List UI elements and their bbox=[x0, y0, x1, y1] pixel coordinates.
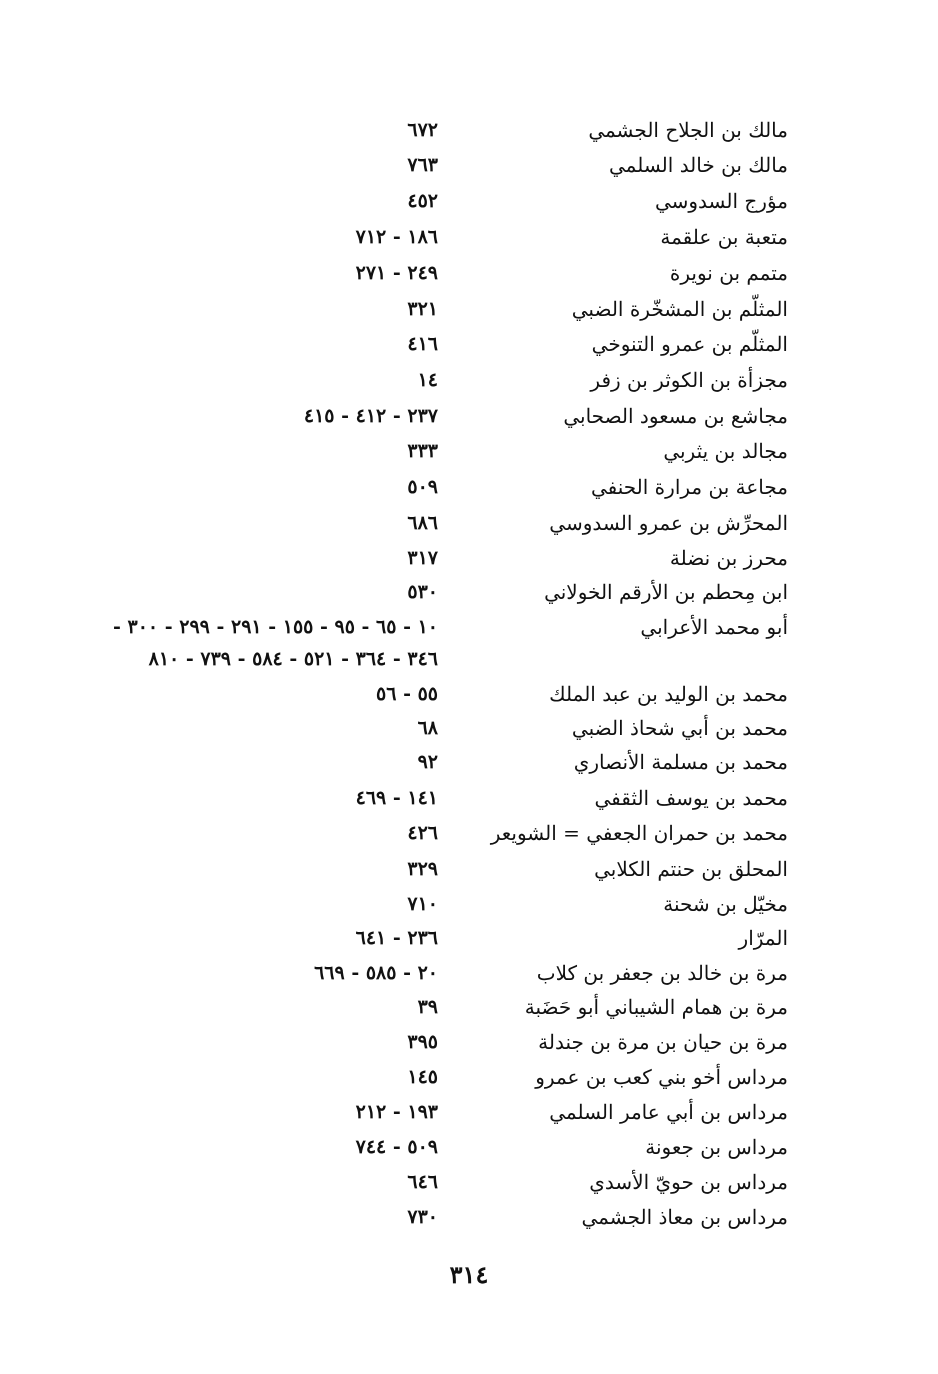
entry-name: مجالد بن يثربي bbox=[663, 439, 788, 463]
entry-pages: ٤٢٦ bbox=[407, 822, 438, 844]
index-entry bbox=[0, 256, 938, 290]
entry-name: مرة بن همام الشيباني أبو حَضَبة bbox=[524, 995, 788, 1019]
entry-name: مالك بن خالد السلمي bbox=[608, 153, 788, 177]
index-entry bbox=[0, 677, 938, 711]
entry-name: مؤرج السدوسي bbox=[654, 189, 788, 213]
entry-name: المحرِّش بن عمرو السدوسي bbox=[549, 511, 788, 535]
entry-name: مالك بن الجلاح الجشمي bbox=[588, 118, 788, 142]
entry-pages: ٧٦٣ bbox=[407, 154, 438, 176]
index-entry bbox=[0, 292, 938, 326]
entry-name: أبو محمد الأعرابي bbox=[640, 615, 788, 639]
index-entry bbox=[0, 711, 938, 745]
entry-name: محمد بن مسلمة الأنصاري bbox=[573, 750, 788, 774]
index-entry bbox=[0, 887, 938, 921]
entry-name: مجاشع بن مسعود الصحابي bbox=[563, 404, 788, 428]
entry-pages: ٢٤٩ - ٢٧١ bbox=[355, 262, 438, 284]
entry-name: مرة بن خالد بن جعفر بن كلاب bbox=[536, 961, 788, 985]
entry-pages: ٧١٠ bbox=[407, 893, 438, 915]
entry-name: المرّار bbox=[738, 926, 788, 950]
index-entry bbox=[0, 1165, 938, 1199]
index-entry bbox=[0, 642, 938, 676]
entry-name: ابن مِحطم بن الأرقم الخولاني bbox=[544, 580, 788, 604]
entry-name: محمد بن حمران الجعفي = الشويعر bbox=[490, 821, 788, 845]
index-entry bbox=[0, 781, 938, 815]
entry-name: متعبة بن علقمة bbox=[660, 225, 788, 249]
entry-pages: ٣٩ bbox=[417, 996, 438, 1018]
index-entry bbox=[0, 541, 938, 575]
index-entry bbox=[0, 113, 938, 147]
entry-name: محمد بن الوليد بن عبد الملك bbox=[549, 682, 788, 706]
entry-pages: ٤١٦ bbox=[407, 333, 438, 355]
entry-name: مرداس بن أبي عامر السلمي bbox=[549, 1100, 788, 1124]
entry-name: محرز بن نضلة bbox=[669, 546, 788, 570]
entry-pages: ١٨٦ - ٧١٢ bbox=[355, 226, 438, 248]
index-entry bbox=[0, 852, 938, 886]
entry-pages: ١٤ bbox=[417, 369, 438, 391]
entry-name: مرة بن حيان بن مرة بن جندلة bbox=[538, 1030, 788, 1054]
entry-name: متمم بن نويرة bbox=[669, 261, 788, 285]
index-entry bbox=[0, 220, 938, 254]
entry-name: مرداس بن حويّ الأسدي bbox=[589, 1170, 788, 1194]
entry-pages: ٦٧٢ bbox=[407, 119, 438, 141]
entry-pages: ٣٣٣ bbox=[407, 440, 438, 462]
index-entry bbox=[0, 363, 938, 397]
entry-pages: ٩٢ bbox=[417, 751, 438, 773]
entry-name: مجاعة بن مرارة الحنفي bbox=[590, 475, 788, 499]
entry-pages: ٣٩٥ bbox=[407, 1031, 438, 1053]
index-entry bbox=[0, 1060, 938, 1094]
index-entry bbox=[0, 990, 938, 1024]
index-entry bbox=[0, 1025, 938, 1059]
entry-pages: ٣١٧ bbox=[407, 547, 438, 569]
index-entry bbox=[0, 1095, 938, 1129]
entry-pages: ١٤١ - ٤٦٩ bbox=[355, 787, 438, 809]
entry-name: مرداس أخو بني كعب بن عمرو bbox=[535, 1065, 788, 1089]
entry-pages: ١٤٥ bbox=[407, 1066, 438, 1088]
index-entry bbox=[0, 506, 938, 540]
entry-pages: ٣٤٦ - ٣٦٤ - ٥٢١ - ٥٨٤ - ٧٣٩ - ٨١٠ bbox=[148, 648, 438, 670]
index-entry bbox=[0, 745, 938, 779]
entry-pages: ٥٥ - ٥٦ bbox=[376, 683, 438, 705]
entry-name: مرداس بن جعونة bbox=[645, 1135, 788, 1159]
entry-pages: ٢٣٦ - ٦٤١ bbox=[355, 927, 438, 949]
index-entry bbox=[0, 1130, 938, 1164]
page-number: ٣١٤ bbox=[449, 1260, 489, 1289]
entry-pages: ٢٠ - ٥٨٥ - ٦٦٩ bbox=[314, 962, 438, 984]
index-entry bbox=[0, 434, 938, 468]
index-entry bbox=[0, 1200, 938, 1234]
entry-pages: ٥٠٩ bbox=[407, 476, 438, 498]
entry-name: محمد بن أبي شحاذ الضبي bbox=[571, 716, 788, 740]
entry-pages: ٣٢٩ bbox=[407, 858, 438, 880]
entry-pages: ١٠ - ٦٥ - ٩٥ - ١٥٥ - ٢٩١ - ٢٩٩ - ٣٠٠ - bbox=[112, 616, 438, 638]
entry-pages: ٥٣٠ bbox=[407, 581, 438, 603]
entry-pages: ٦٨ bbox=[417, 717, 438, 739]
entry-pages: ٢٣٧ - ٤١٢ - ٤١٥ bbox=[303, 405, 438, 427]
entry-pages: ٣٢١ bbox=[407, 298, 438, 320]
entry-pages: ٦٤٦ bbox=[407, 1171, 438, 1193]
index-entry bbox=[0, 921, 938, 955]
entry-name: المثلّم بن المشخّرة الضبي bbox=[571, 297, 788, 321]
index-entry bbox=[0, 956, 938, 990]
index-entry bbox=[0, 610, 938, 644]
entry-name: مرداس بن معاذ الجشمي bbox=[581, 1205, 788, 1229]
index-entry bbox=[0, 148, 938, 182]
index-entry bbox=[0, 327, 938, 361]
entry-pages: ٧٣٠ bbox=[407, 1206, 438, 1228]
index-entry bbox=[0, 816, 938, 850]
entry-pages: ١٩٣ - ٢١٢ bbox=[355, 1101, 438, 1123]
entry-name: مجزأة بن الكوثر بن زفر bbox=[590, 368, 788, 392]
index-entry bbox=[0, 470, 938, 504]
entry-name: مخيّل بن شحنة bbox=[663, 892, 788, 916]
entry-name: المثلّم بن عمرو التنوخي bbox=[591, 332, 788, 356]
index-entry bbox=[0, 575, 938, 609]
entry-pages: ٦٨٦ bbox=[407, 512, 438, 534]
entry-pages: ٤٥٢ bbox=[407, 190, 438, 212]
entry-name: محمد بن يوسف الثقفي bbox=[594, 786, 788, 810]
entry-pages: ٥٠٩ - ٧٤٤ bbox=[355, 1136, 438, 1158]
index-entry bbox=[0, 399, 938, 433]
index-entry bbox=[0, 184, 938, 218]
entry-name: المحلق بن حنتم الكلابي bbox=[594, 857, 788, 881]
